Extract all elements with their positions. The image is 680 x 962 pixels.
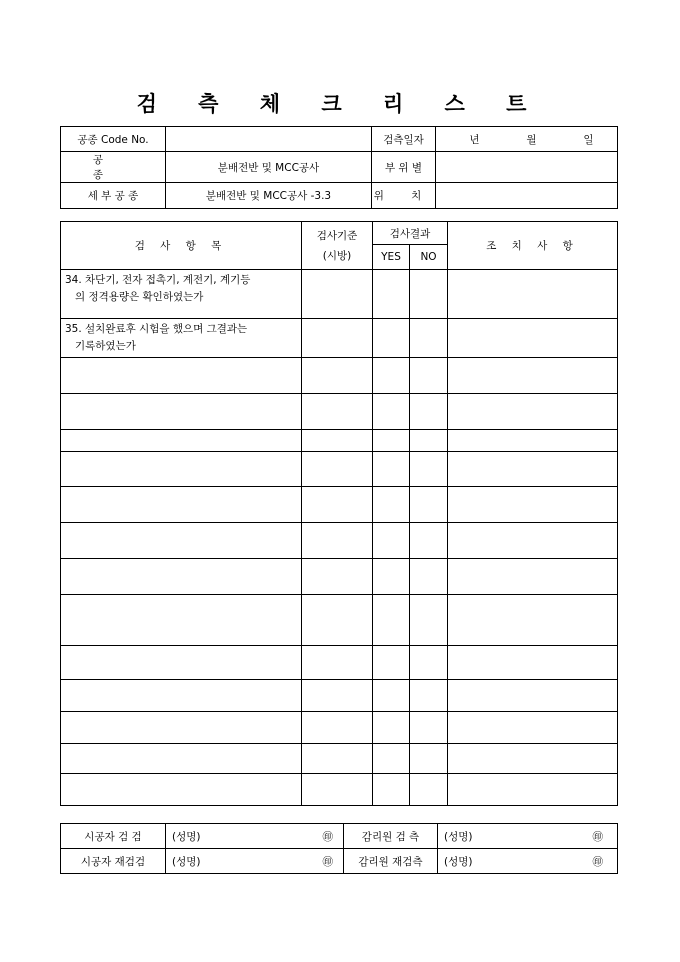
yes-cell[interactable] — [373, 452, 410, 487]
date-month-label: 월 — [526, 133, 537, 146]
standard-cell[interactable] — [302, 394, 373, 430]
supervisor-reinspect-sign-field[interactable] — [438, 849, 618, 874]
no-cell[interactable] — [410, 712, 448, 744]
seal-icon: ㊞ — [592, 855, 603, 868]
check-item-cell — [61, 270, 302, 319]
contractor-inspect-label: 시공자 검 검 — [61, 824, 166, 849]
no-cell[interactable] — [410, 744, 448, 774]
standard-cell[interactable] — [302, 319, 373, 358]
no-cell[interactable] — [410, 430, 448, 452]
no-cell[interactable] — [410, 452, 448, 487]
standard-cell[interactable] — [302, 270, 373, 319]
work-label: 공 종 — [61, 152, 166, 183]
action-cell[interactable] — [448, 744, 618, 774]
signature-table — [60, 823, 618, 874]
table-row — [61, 358, 618, 394]
check-item-cell — [61, 523, 302, 559]
action-cell[interactable] — [448, 452, 618, 487]
yes-cell[interactable] — [373, 523, 410, 559]
checklist-table — [60, 221, 618, 806]
check-item-cell — [61, 774, 302, 806]
standard-cell[interactable] — [302, 680, 373, 712]
table-row — [61, 487, 618, 523]
check-item-line1: 35. 설치완료후 시험을 했으며 그결과는 — [65, 323, 248, 335]
check-item-cell — [61, 487, 302, 523]
yes-cell[interactable] — [373, 744, 410, 774]
table-row — [61, 646, 618, 680]
seal-icon: ㊞ — [322, 855, 333, 868]
col-result-header: 검사결과 — [373, 222, 448, 245]
check-item-cell — [61, 646, 302, 680]
col-action-header — [448, 222, 618, 270]
seal-icon: ㊞ — [322, 830, 333, 843]
table-row — [61, 270, 618, 319]
contractor-reinspect-label: 시공자 재검검 — [61, 849, 166, 874]
yes-cell[interactable] — [373, 646, 410, 680]
check-item-cell — [61, 358, 302, 394]
no-cell[interactable] — [410, 595, 448, 646]
subwork-value[interactable]: 분배전반 및 MCC공사 -3.3 — [166, 183, 372, 209]
header-table — [60, 126, 618, 209]
table-row — [61, 774, 618, 806]
check-item-cell — [61, 595, 302, 646]
no-cell[interactable] — [410, 319, 448, 358]
table-row — [61, 430, 618, 452]
standard-cell[interactable] — [302, 559, 373, 595]
name-placeholder: (성명) — [444, 855, 473, 868]
part-value-field[interactable] — [436, 152, 618, 183]
check-item-cell — [61, 680, 302, 712]
name-placeholder: (성명) — [172, 830, 201, 843]
part-label: 부 위 별 — [372, 152, 436, 183]
table-row — [61, 595, 618, 646]
yes-cell[interactable] — [373, 358, 410, 394]
check-item-line2: 기록하였는가 — [75, 340, 136, 352]
no-cell[interactable] — [410, 487, 448, 523]
subwork-label: 세 부 공 종 — [61, 183, 166, 209]
col-item-header — [61, 222, 302, 270]
location-label: 위 치 — [372, 183, 436, 209]
table-row — [61, 452, 618, 487]
no-cell[interactable] — [410, 680, 448, 712]
action-cell[interactable] — [448, 394, 618, 430]
action-cell[interactable] — [448, 774, 618, 806]
action-cell[interactable] — [448, 523, 618, 559]
check-item-cell — [61, 452, 302, 487]
no-cell[interactable] — [410, 559, 448, 595]
standard-cell[interactable] — [302, 646, 373, 680]
standard-cell[interactable] — [302, 430, 373, 452]
action-cell[interactable] — [448, 646, 618, 680]
table-row — [61, 394, 618, 430]
yes-cell[interactable] — [373, 680, 410, 712]
action-cell[interactable] — [448, 430, 618, 452]
col-standard-line2: (시방) — [322, 249, 352, 262]
no-cell[interactable] — [410, 394, 448, 430]
table-row — [61, 319, 618, 358]
action-cell[interactable] — [448, 270, 618, 319]
action-cell[interactable] — [448, 487, 618, 523]
col-no-header: NO — [410, 245, 448, 270]
col-standard-line1: 검사기준 — [316, 229, 358, 242]
contractor-reinspect-sign-field[interactable] — [166, 849, 344, 874]
action-cell[interactable] — [448, 559, 618, 595]
action-cell[interactable] — [448, 319, 618, 358]
page-title: 검 측 체 크 리 스 트 — [136, 91, 544, 116]
supervisor-inspect-label: 감리원 검 측 — [344, 824, 438, 849]
check-item-cell — [61, 430, 302, 452]
action-cell[interactable] — [448, 595, 618, 646]
no-cell[interactable] — [410, 358, 448, 394]
standard-cell[interactable] — [302, 487, 373, 523]
standard-cell[interactable] — [302, 744, 373, 774]
yes-cell[interactable] — [373, 487, 410, 523]
check-item-line1: 34. 차단기, 전자 접촉기, 계전기, 계기등 — [65, 274, 251, 286]
date-field[interactable] — [436, 127, 618, 152]
location-value-field[interactable] — [436, 183, 618, 209]
action-cell[interactable] — [448, 358, 618, 394]
no-cell[interactable] — [410, 270, 448, 319]
table-row — [61, 523, 618, 559]
table-row — [61, 744, 618, 774]
date-day-label: 일 — [583, 133, 594, 146]
check-item-cell — [61, 712, 302, 744]
col-standard-header — [302, 222, 373, 270]
standard-cell[interactable] — [302, 774, 373, 806]
code-value-field[interactable] — [166, 127, 372, 152]
col-yes-header: YES — [373, 245, 410, 270]
check-item-cell — [61, 559, 302, 595]
yes-cell[interactable] — [373, 774, 410, 806]
no-cell[interactable] — [410, 774, 448, 806]
check-item-line2: 의 정격용량은 확인하였는가 — [75, 291, 204, 303]
supervisor-inspect-sign-field[interactable] — [438, 824, 618, 849]
action-cell[interactable] — [448, 712, 618, 744]
name-placeholder: (성명) — [172, 855, 201, 868]
col-action-header-label: 조 치 사 항 — [486, 240, 579, 252]
yes-cell[interactable] — [373, 270, 410, 319]
yes-cell[interactable] — [373, 319, 410, 358]
code-label: 공종 Code No. — [61, 127, 166, 152]
action-cell[interactable] — [448, 680, 618, 712]
yes-cell[interactable] — [373, 712, 410, 744]
standard-cell[interactable] — [302, 358, 373, 394]
standard-cell[interactable] — [302, 523, 373, 559]
yes-cell[interactable] — [373, 394, 410, 430]
yes-cell[interactable] — [373, 559, 410, 595]
name-placeholder: (성명) — [444, 830, 473, 843]
no-cell[interactable] — [410, 523, 448, 559]
check-item-cell — [61, 744, 302, 774]
table-row — [61, 559, 618, 595]
date-year-label: 년 — [469, 133, 480, 146]
yes-cell[interactable] — [373, 430, 410, 452]
standard-cell[interactable] — [302, 595, 373, 646]
col-item-header-label: 검 사 항 목 — [134, 240, 228, 252]
supervisor-reinspect-label: 감리원 재검측 — [344, 849, 438, 874]
standard-cell[interactable] — [302, 452, 373, 487]
table-row — [61, 712, 618, 744]
standard-cell[interactable] — [302, 712, 373, 744]
table-row — [61, 680, 618, 712]
yes-cell[interactable] — [373, 595, 410, 646]
contractor-inspect-sign-field[interactable] — [166, 824, 344, 849]
seal-icon: ㊞ — [592, 830, 603, 843]
work-value[interactable]: 분배전반 및 MCC공사 — [166, 152, 372, 183]
date-label: 검측일자 — [372, 127, 436, 152]
check-item-cell — [61, 319, 302, 358]
no-cell[interactable] — [410, 646, 448, 680]
check-item-cell — [61, 394, 302, 430]
